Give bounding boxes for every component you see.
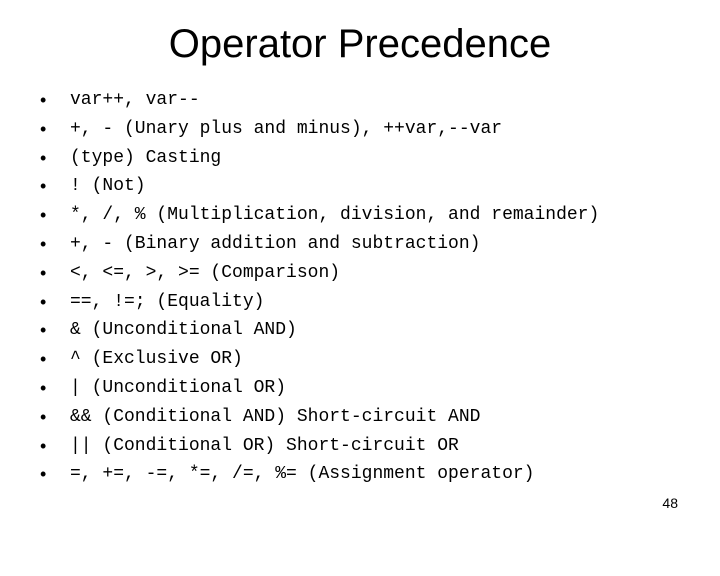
list-item	[40, 201, 600, 230]
list-item	[40, 316, 297, 345]
list-item	[40, 172, 146, 201]
bullet-icon: •	[40, 205, 47, 226]
bullet-icon: •	[40, 377, 47, 398]
bullet-icon: •	[40, 435, 47, 456]
list-item-text: || (Conditional OR) Short-circuit OR	[70, 435, 459, 456]
bullet-icon: •	[40, 147, 47, 168]
list-item	[40, 374, 287, 403]
bullet-icon: •	[40, 320, 47, 341]
bullet-icon: •	[40, 291, 47, 312]
list-item	[40, 259, 341, 288]
list-item-text: <, <=, >, >= (Comparison)	[70, 262, 341, 283]
bullet-icon: •	[40, 349, 47, 370]
list-item-text: | (Unconditional OR)	[70, 377, 287, 398]
list-item-text: && (Conditional AND) Short-circuit AND	[70, 406, 481, 427]
bullet-icon: •	[40, 464, 47, 485]
page-number: 48	[662, 495, 678, 511]
bullet-icon: •	[40, 176, 47, 197]
list-item-text: =, +=, -=, *=, /=, %= (Assignment operator)	[70, 464, 535, 485]
list-item	[40, 86, 200, 115]
list-item-text: & (Unconditional AND)	[70, 320, 297, 341]
slide-title: Operator Precedence	[168, 22, 552, 66]
bullet-icon: •	[40, 262, 47, 283]
list-item	[40, 288, 265, 317]
list-item	[40, 460, 535, 489]
list-item-text: var++, var--	[70, 90, 200, 110]
list-item-text: (type) Casting	[70, 147, 222, 168]
list-item	[40, 432, 459, 461]
list-item-text: ==, !=; (Equality)	[70, 291, 265, 312]
bullet-icon: •	[40, 406, 47, 427]
operator-list	[40, 86, 600, 489]
list-item	[40, 230, 481, 259]
list-item-text: ! (Not)	[70, 176, 146, 197]
list-item-text: +, - (Unary plus and minus), ++var,--var	[70, 118, 503, 139]
bullet-icon: •	[40, 90, 47, 110]
list-item	[40, 115, 503, 144]
list-item	[40, 345, 243, 374]
list-item	[40, 144, 222, 173]
list-item-text: *, /, % (Multiplication, division, and remainder)	[70, 205, 600, 226]
list-item-text: ^ (Exclusive OR)	[70, 349, 243, 370]
list-item-text: +, - (Binary addition and subtraction)	[70, 233, 481, 254]
bullet-icon: •	[40, 233, 47, 254]
bullet-icon: •	[40, 118, 47, 139]
list-item	[40, 403, 481, 432]
